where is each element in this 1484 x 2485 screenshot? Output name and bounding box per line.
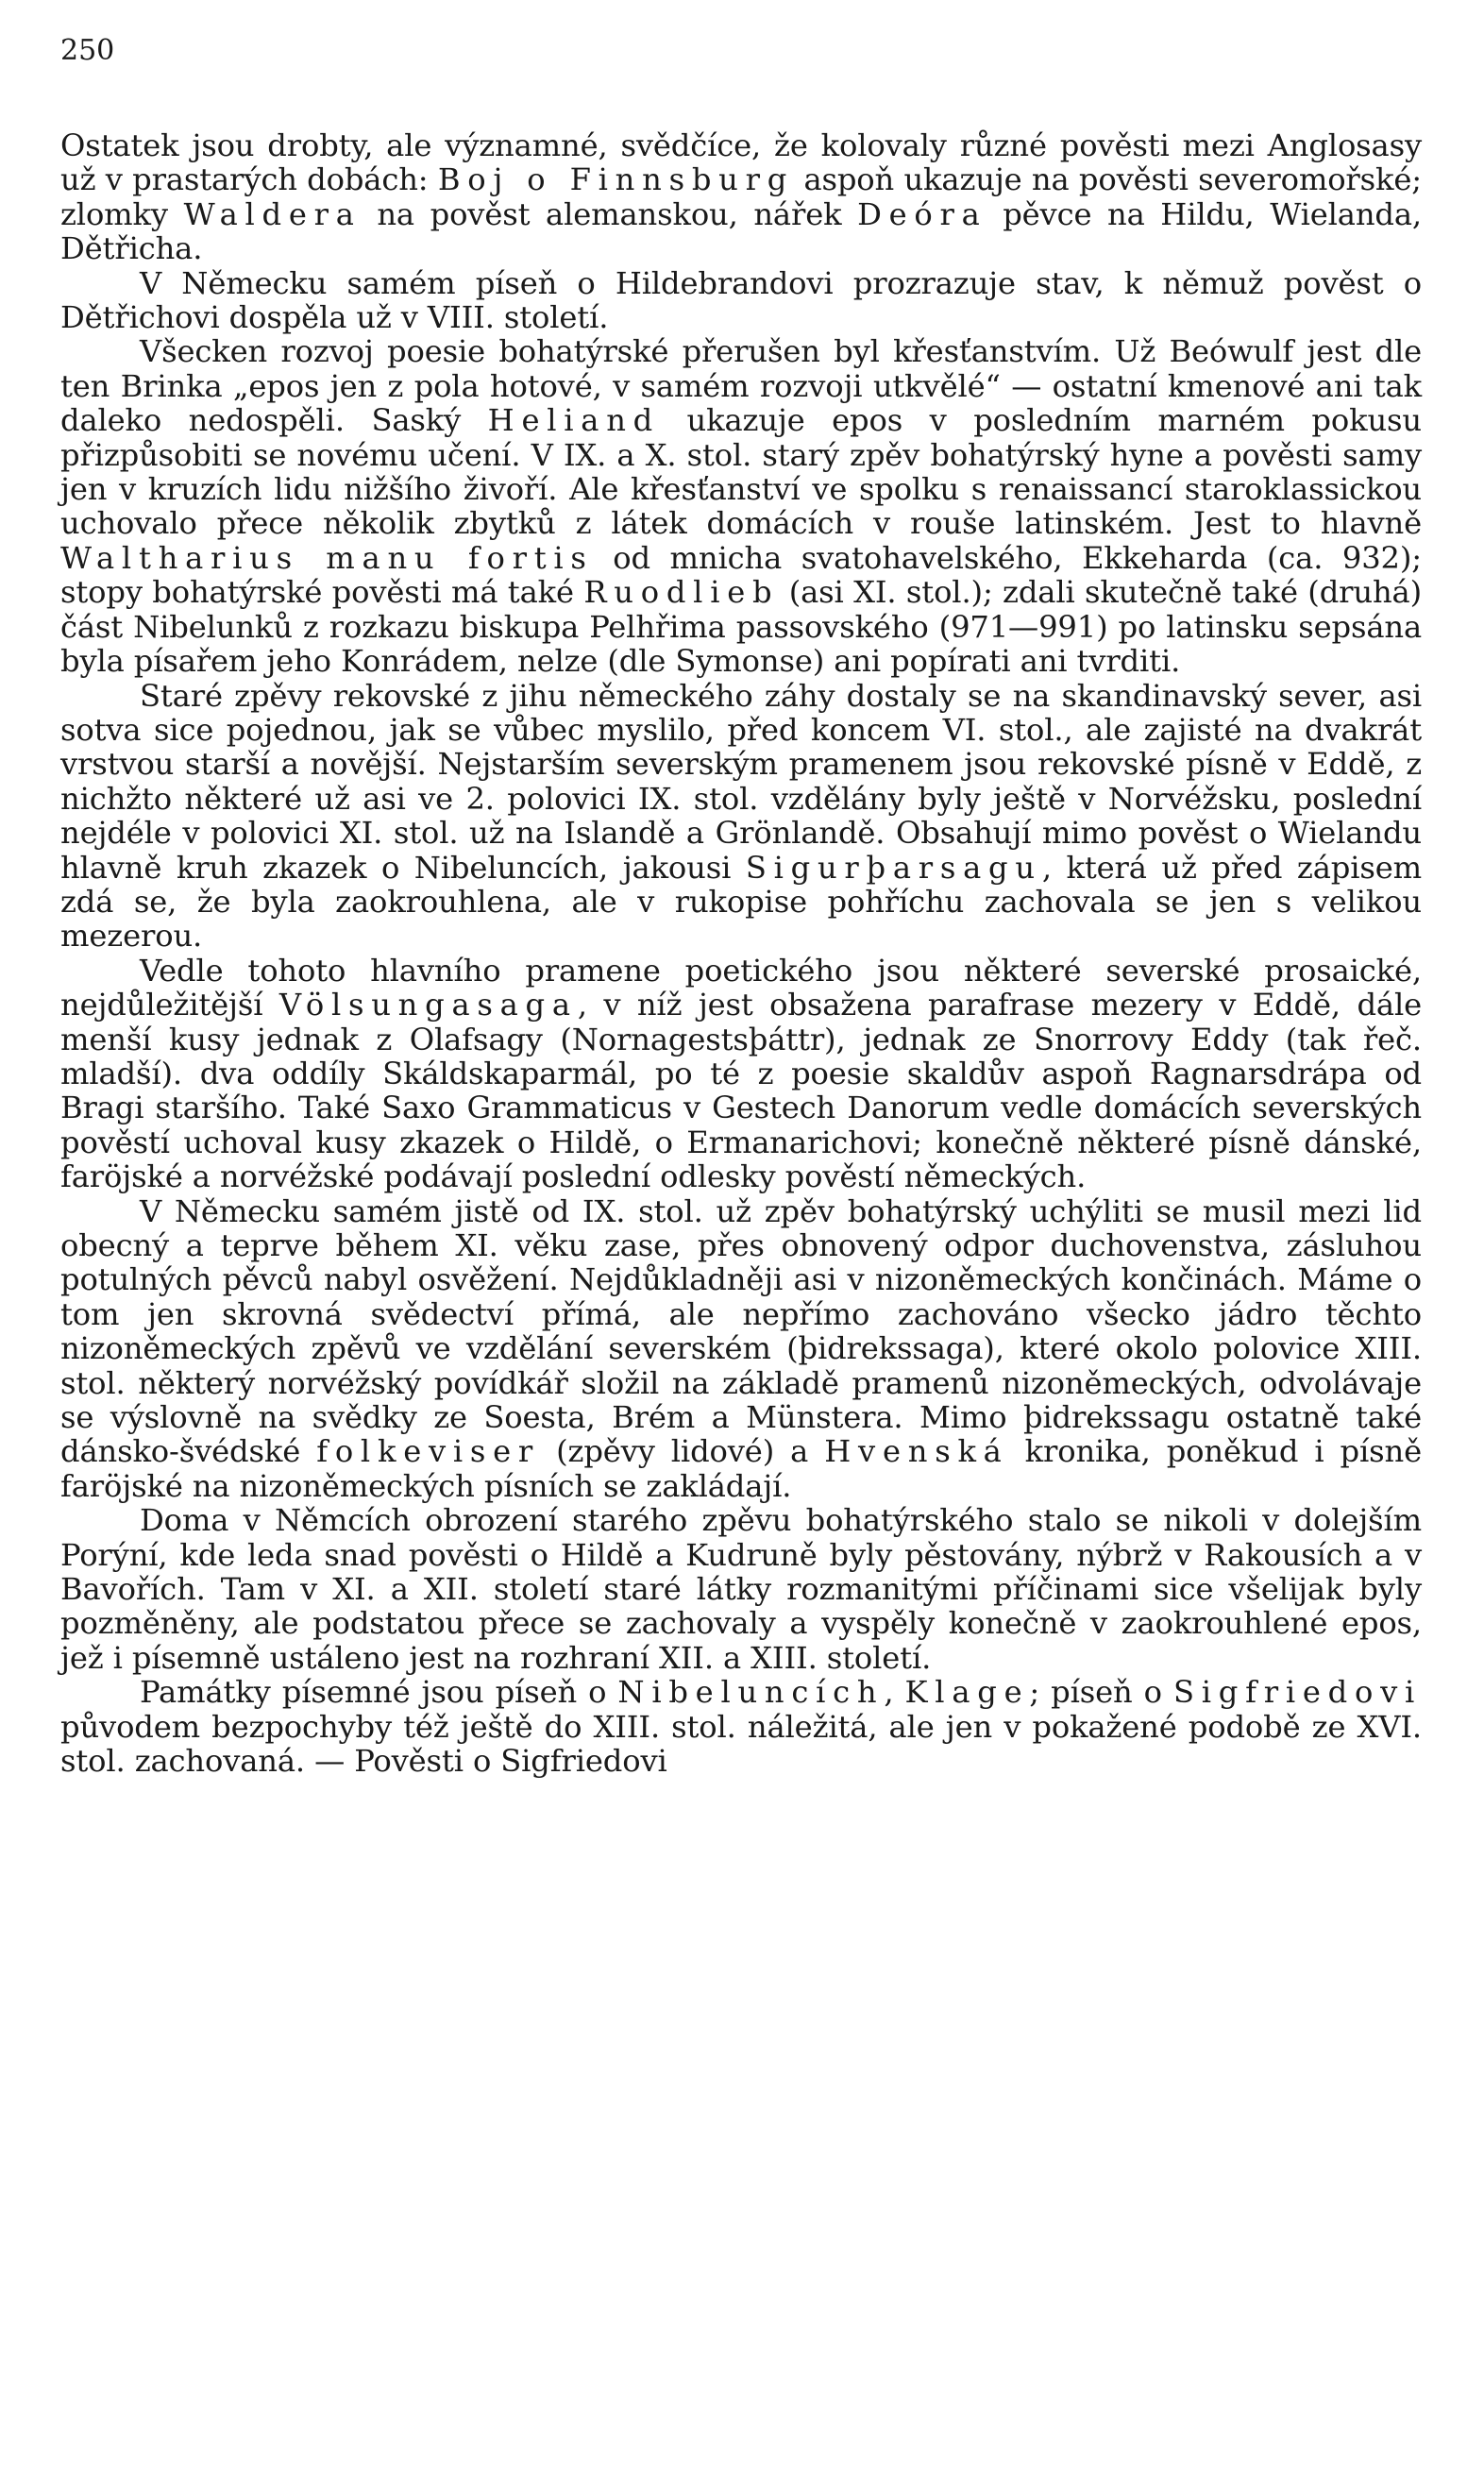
spaced-title: Hvenská [824, 1433, 1009, 1470]
text-run: ; píseň o [1029, 1674, 1173, 1711]
page-number: 250 [60, 34, 115, 67]
spaced-title: Klage [904, 1674, 1030, 1711]
text-run: Staré zpěvy rekovské z jihu německého záhy dostaly se na skandinavský sever, asi sotva sice pojednou, jak se vůbec myslilo, před koncem VI. stol., ale zajisté na dvakrát vrstvou starší a novější. Nejstarším severským pramenem jsou rekovské písně v Eddě, z nichžto některé už asi ve 2. polovici IX. stol. vzdělány byly ještě v Norvéžsku, poslední nejdéle v polovici XI. stol. už na Islandě a Grönlandě. Obsahují mimo pověst o Wielandu hlavně kruh zkazek o Nibeluncích, jakousi [60, 677, 1422, 886]
spaced-title: Boj o Finnsburg [437, 161, 795, 198]
spaced-title: Nibeluncích [617, 1674, 885, 1711]
spaced-title: Sigurþarsagu [745, 849, 1042, 886]
spaced-title: folkeviser [316, 1433, 541, 1470]
spaced-title: Heliand [487, 402, 660, 439]
spaced-title: Völsungasaga [278, 987, 578, 1023]
paragraph [60, 334, 1422, 678]
text-run: (zpěvy lidové) a [540, 1433, 825, 1470]
text-run: ukazuje epos v posledním marném pokusu přizpůsobiti se novému učení. V IX. a X. stol. starý zpěv bohatýrský hyne a pověsti samy jen v kruzích lidu nižšího živoří. Ale křesťanství ve spolku s renaissancí staroklassickou uchovalo přece několik zbytků z látek domácích v rouše latinském. Jest to hlavně [60, 402, 1422, 542]
spaced-title: Deóra [857, 195, 987, 232]
paragraph [60, 1194, 1422, 1504]
text-run: Doma v Němcích obrození starého zpěvu bohatýrského stalo se nikoli v dolejším Porýní, kde leda snad pověsti o Hildě a Kudruně byly pěstovány, nýbrž v Rakousích a v Bavořích. Tam v XI. a XII. století staré látky rozmanitými příčinami sice všelijak byly pozměněny, ale podstatou přece se zachovaly a vyspěly konečně v zaokrouhlené epos, jež i písemně ustáleno jest na rozhraní XII. a XIII. století. [60, 1502, 1422, 1676]
text-run: , [884, 1674, 905, 1711]
text-run: Vedle tohoto hlavního pramene poetického jsou některé severské prosaické, nejdůležitější [60, 952, 1422, 1023]
paragraph [60, 1503, 1422, 1675]
text-run: Všecken rozvoj poesie bohatýrské přerušen byl křesťanstvím. Už Beówulf jest dle ten Brinka „epos jen z pola hotové, v samém rozvoji utkvělé“ — ostatní kmenové ani tak daleko nedospěli. Saský [60, 333, 1422, 439]
text-run: aspoň ukazuje na pověsti severomořské; zlomky [60, 161, 1422, 232]
paragraph [60, 128, 1422, 266]
text-run: pěvce na Hildu, Wielanda, Dětřicha. [60, 195, 1422, 267]
spaced-title: Waltharius manu fortis [60, 539, 594, 576]
text-run: V Německu samém jistě od IX. stol. už zpěv bohatýrský uchýliti se musil mezi lid obecný a teprve během XI. věku zase, přes obnovený odpor duchovenstva, zásluhou potulných pěvců nabyl osvěžení. Nejdůkladněji asi v nizoněmeckých končinách. Máme o tom jen skrovná svědectví přímá, ale nepřímo zachováno všecko jádro těchto nizoněmeckých zpěvů ve vzdělání severském (þidrekssaga), které okolo polovice XIII. stol. některý norvéžský povídkář složil na základě pramenů nizoněmeckých, odvolávaje se výslovně na svědky ze Soesta, Brém a Münstera. Mimo þidrekssagu ostatně také dánsko-švédské [60, 1192, 1422, 1470]
text-run: , v níž jest obsažena parafrase mezery v Eddě, dále menší kusy jednak z Olafsagy (Nornagestsþáttr), jednak ze Snorrovy Eddy (tak řeč. mladší). dva oddíly Skáldskaparmál, po té z poesie skaldův aspoň Ragnarsdrápa od Bragi staršího. Také Saxo Grammaticus v Gestech Danorum vedle domácích severských pověstí uchoval kusy zkazek o Hildě, o Ermanarichovi; konečně některé písně dánské, faröjské a norvéžské podávají poslední odlesky pověstí německých. [60, 987, 1422, 1195]
spaced-title: Waldera [183, 195, 362, 232]
body-text [60, 128, 1422, 1779]
paragraph [60, 266, 1422, 335]
spaced-title: Sigfriedovi [1172, 1674, 1422, 1711]
text-run: původem bezpochyby též ještě do XIII. stol. náležitá, ale jen v pokažené podobě ze XVI. stol. zachovaná. — Pověsti o Sigfriedovi [60, 1708, 1422, 1780]
paragraph [60, 954, 1422, 1194]
text-run: V Německu samém píseň o Hildebrandovi prozrazuje stav, k němuž pověst o Dětřichovi dospěla už v VIII. století. [60, 264, 1422, 336]
text-run: na pověst alemanskou, nářek [361, 195, 858, 232]
text-run: , která už před zápisem zdá se, že byla zaokrouhlena, ale v rukopise pohříchu zachovala se jen s velikou mezerou. [60, 849, 1422, 955]
text-run: Ostatek jsou drobty, ale významné, svědčíce, že kolovaly různé pověsti mezi Anglosasy už v prastarých dobách: [60, 127, 1422, 198]
text-run: kronika, poněkud i písně faröjské na nizoněmeckých písních se zakládají. [60, 1433, 1422, 1504]
text-run: od mnicha svatohavelského, Ekkeharda (ca. 932); stopy bohatýrské pověsti má také [60, 539, 1422, 611]
text-run: (asi XI. stol.); zdali skutečně také (druhá) část Nibelunků z rozkazu biskupa Pelhřima passovského (971—991) po latinsku sepsána byla písařem jeho Konrádem, nelze (dle Symonse) ani popírati ani tvrditi. [60, 574, 1422, 680]
spaced-title: Ruodlieb [583, 574, 780, 611]
paragraph [60, 679, 1422, 954]
text-run: Památky písemné jsou píseň o [140, 1674, 618, 1711]
paragraph [60, 1675, 1422, 1778]
